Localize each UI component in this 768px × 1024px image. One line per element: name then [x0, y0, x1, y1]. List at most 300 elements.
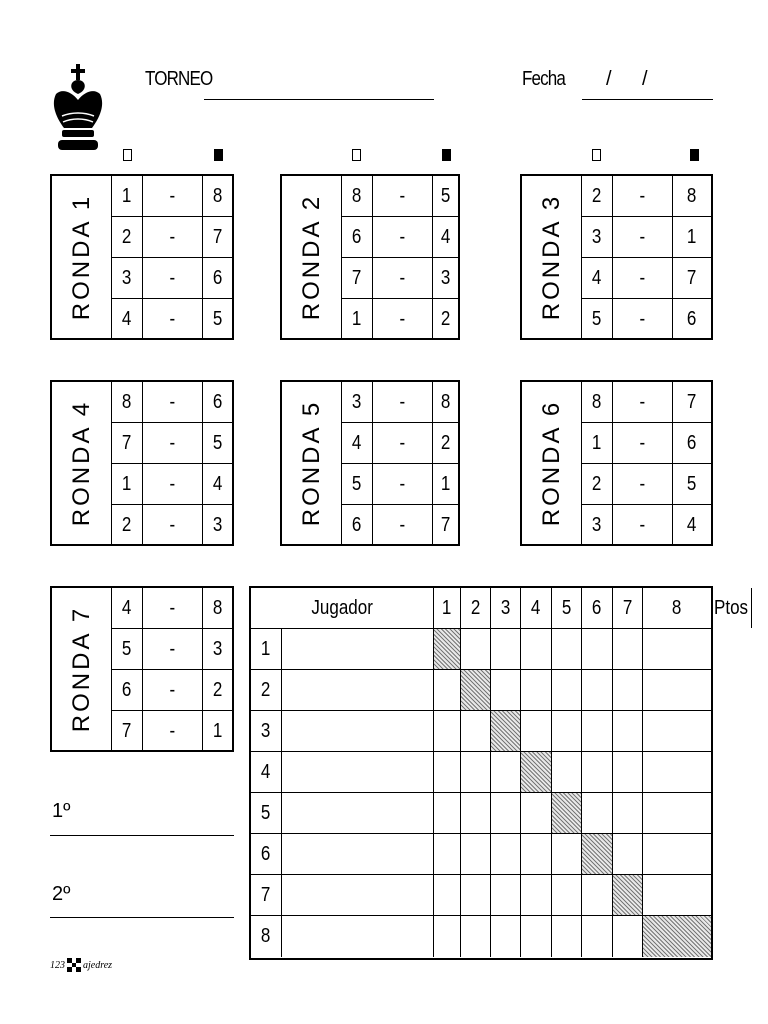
result-cell[interactable] — [143, 217, 203, 257]
first-place-label: 1º — [52, 800, 71, 822]
result-cell[interactable] — [143, 464, 203, 504]
result-cell[interactable] — [521, 793, 552, 833]
player-number-cell — [251, 875, 282, 915]
result-cell[interactable] — [373, 464, 433, 504]
pairing-row — [582, 176, 711, 217]
white-player-number: 1 — [122, 184, 132, 207]
result-dash: - — [169, 225, 176, 248]
white-player-cell — [582, 382, 613, 422]
white-player-cell — [342, 217, 373, 257]
white-player-cell — [112, 464, 143, 504]
result-dash: - — [639, 308, 646, 330]
result-cell[interactable] — [373, 382, 433, 422]
result-cell[interactable] — [521, 711, 552, 751]
opponent-header — [461, 588, 491, 628]
white-player-cell — [582, 217, 613, 257]
black-player-cell — [433, 423, 458, 463]
second-place-input-line[interactable] — [50, 917, 234, 918]
result-cell[interactable] — [143, 423, 203, 463]
player-number-cell — [251, 711, 282, 751]
black-square-icon — [442, 149, 451, 161]
player-name-cell[interactable] — [282, 670, 434, 710]
black-player-cell — [673, 423, 711, 463]
white-player-number: 2 — [122, 225, 132, 248]
player-number-cell-text: 6 — [261, 842, 271, 865]
black-player-cell — [203, 258, 232, 298]
player-number-cell — [251, 793, 282, 833]
result-cell[interactable] — [613, 793, 643, 833]
pairing-row — [112, 382, 232, 423]
date-separator: / — [606, 68, 612, 90]
player-number-cell — [251, 916, 282, 957]
white-player-cell — [342, 423, 373, 463]
result-cell[interactable] — [521, 629, 552, 669]
pairing-row — [582, 299, 711, 340]
result-dash: - — [169, 678, 176, 701]
round-title-cell — [52, 176, 112, 338]
second-place-label: 2º — [52, 883, 71, 905]
black-player-number: 6 — [212, 266, 223, 289]
result-cell[interactable] — [143, 382, 203, 422]
round-table-5 — [280, 380, 460, 546]
self-match-shaded-cell — [461, 670, 491, 710]
result-cell[interactable] — [613, 423, 673, 463]
white-player-number: 2 — [122, 514, 132, 536]
result-cell[interactable] — [491, 752, 521, 792]
white-player-cell — [342, 505, 373, 546]
result-cell[interactable] — [613, 217, 673, 257]
result-cell[interactable] — [373, 176, 433, 216]
white-player-number: 3 — [592, 514, 602, 536]
white-player-number: 5 — [592, 308, 602, 330]
points-cell[interactable] — [711, 711, 712, 751]
result-cell[interactable] — [582, 916, 613, 957]
white-player-cell — [342, 299, 373, 340]
white-player-cell — [342, 464, 373, 504]
standings-row — [251, 875, 711, 916]
torneo-input-line[interactable] — [204, 99, 434, 100]
result-cell[interactable] — [552, 711, 582, 751]
white-player-number: 2 — [592, 184, 602, 207]
black-player-cell — [203, 670, 232, 710]
result-cell[interactable] — [582, 670, 613, 710]
result-cell[interactable] — [461, 916, 491, 957]
result-cell[interactable] — [643, 875, 711, 915]
footer-brand: ajedrez — [83, 959, 113, 971]
round-table-6 — [520, 380, 713, 546]
player-name-cell[interactable] — [282, 793, 434, 833]
black-player-cell — [203, 505, 232, 546]
opponent-header — [582, 588, 613, 628]
player-number-cell-text: 3 — [261, 719, 271, 742]
black-player-cell — [673, 464, 711, 504]
result-cell[interactable] — [461, 793, 491, 833]
black-player-cell — [203, 176, 232, 216]
white-player-cell — [112, 423, 143, 463]
black-player-cell — [673, 505, 711, 546]
pairing-row — [342, 464, 458, 505]
result-cell[interactable] — [143, 176, 203, 216]
pairing-row — [342, 299, 458, 340]
result-cell[interactable] — [552, 916, 582, 957]
white-player-cell — [582, 423, 613, 463]
result-dash: - — [169, 637, 176, 660]
result-cell[interactable] — [613, 505, 673, 546]
opponent-header-text: 4 — [531, 596, 541, 619]
white-player-number: 3 — [352, 390, 362, 413]
result-dash: - — [169, 184, 176, 207]
result-cell[interactable] — [373, 258, 433, 298]
fecha-input-line[interactable] — [582, 99, 713, 100]
result-cell[interactable] — [143, 258, 203, 298]
player-number-cell-text: 8 — [261, 925, 271, 947]
black-player-cell — [203, 423, 232, 463]
result-cell[interactable] — [373, 299, 433, 340]
black-player-number: 8 — [212, 596, 223, 619]
pairing-row — [112, 423, 232, 464]
white-player-cell — [112, 505, 143, 546]
pairing-row — [582, 464, 711, 505]
opponent-header-text: 5 — [561, 596, 572, 619]
points-cell[interactable] — [711, 670, 712, 710]
black-player-number: 4 — [212, 472, 223, 495]
points-cell[interactable] — [711, 629, 712, 669]
white-player-cell — [582, 464, 613, 504]
round-title-cell — [282, 382, 342, 544]
result-dash: - — [399, 308, 406, 330]
opponent-header — [434, 588, 461, 628]
result-cell[interactable] — [491, 875, 521, 915]
player-number-cell-text: 1 — [261, 637, 271, 660]
result-dash: - — [639, 184, 646, 207]
black-player-cell — [673, 217, 711, 257]
white-player-number: 8 — [352, 184, 362, 207]
white-player-number: 1 — [352, 308, 362, 330]
pairing-row — [582, 258, 711, 299]
black-player-number: 3 — [440, 266, 451, 289]
white-player-cell — [112, 711, 143, 752]
opponent-header-text: 8 — [672, 596, 682, 619]
black-player-cell — [433, 505, 458, 546]
result-dash: - — [169, 266, 176, 289]
result-cell[interactable] — [521, 916, 552, 957]
points-header-text: Ptos — [714, 596, 749, 619]
result-cell[interactable] — [434, 793, 461, 833]
pairing-row — [342, 382, 458, 423]
white-player-cell — [112, 176, 143, 216]
white-player-cell — [582, 505, 613, 546]
result-cell[interactable] — [434, 834, 461, 874]
black-player-number: 6 — [687, 431, 697, 454]
black-player-number: 3 — [212, 637, 223, 660]
result-dash: - — [639, 266, 646, 289]
result-cell[interactable] — [613, 670, 643, 710]
result-dash: - — [169, 308, 176, 330]
result-dash: - — [639, 431, 646, 454]
black-player-cell — [203, 464, 232, 504]
white-square-icon — [592, 149, 601, 161]
result-cell[interactable] — [434, 752, 461, 792]
result-cell[interactable] — [521, 834, 552, 874]
black-player-number: 7 — [687, 266, 697, 289]
black-player-cell — [203, 711, 232, 752]
result-cell[interactable] — [643, 629, 711, 669]
result-cell[interactable] — [434, 916, 461, 957]
result-cell[interactable] — [582, 711, 613, 751]
pairing-row — [112, 588, 232, 629]
result-cell[interactable] — [143, 629, 203, 669]
white-player-number: 8 — [122, 390, 132, 413]
white-player-cell — [582, 258, 613, 298]
opponent-header-text: 7 — [622, 596, 633, 619]
result-dash: - — [169, 720, 176, 742]
result-cell[interactable] — [491, 916, 521, 957]
round-table-1 — [50, 174, 234, 340]
black-player-cell — [433, 382, 458, 422]
result-dash: - — [639, 514, 646, 536]
result-cell[interactable] — [143, 711, 203, 752]
player-number-cell — [251, 629, 282, 669]
points-cell[interactable] — [711, 834, 712, 874]
black-square-icon — [214, 149, 223, 161]
result-cell[interactable] — [552, 752, 582, 792]
result-cell[interactable] — [434, 875, 461, 915]
black-player-number: 5 — [212, 431, 223, 454]
white-player-number: 7 — [122, 720, 132, 742]
self-match-shaded-cell — [582, 834, 613, 874]
checkerboard-icon — [67, 958, 81, 972]
round-table-7 — [50, 586, 234, 752]
white-player-number: 3 — [122, 266, 132, 289]
self-match-shaded-cell — [643, 916, 711, 957]
result-cell[interactable] — [461, 711, 491, 751]
result-cell[interactable] — [491, 629, 521, 669]
white-player-cell — [342, 176, 373, 216]
pairing-row — [582, 382, 711, 423]
result-cell[interactable] — [582, 629, 613, 669]
result-cell[interactable] — [643, 793, 711, 833]
player-number-cell — [251, 834, 282, 874]
result-cell[interactable] — [643, 670, 711, 710]
round-title: RONDA 5 — [297, 399, 325, 527]
result-cell[interactable] — [613, 711, 643, 751]
player-name-cell[interactable] — [282, 916, 434, 957]
black-player-number: 5 — [687, 472, 697, 495]
round-title: RONDA 6 — [537, 399, 565, 527]
result-cell[interactable] — [143, 505, 203, 546]
black-player-number: 8 — [687, 184, 697, 207]
result-dash: - — [399, 472, 406, 495]
black-player-number: 2 — [440, 431, 451, 454]
result-cell[interactable] — [521, 875, 552, 915]
result-cell[interactable] — [373, 505, 433, 546]
result-dash: - — [169, 472, 176, 495]
black-player-number: 2 — [212, 678, 223, 701]
opponent-header — [643, 588, 711, 628]
pairing-row — [112, 711, 232, 752]
player-header-text: Jugador — [311, 596, 373, 619]
black-player-cell — [203, 588, 232, 628]
self-match-shaded-cell — [613, 875, 643, 915]
pairing-row — [342, 258, 458, 299]
self-match-shaded-cell — [491, 711, 521, 751]
pairing-row — [582, 217, 711, 258]
standings-row — [251, 711, 711, 752]
round-table-3 — [520, 174, 713, 340]
player-name-cell[interactable] — [282, 875, 434, 915]
player-name-cell[interactable] — [282, 834, 434, 874]
white-player-cell — [112, 629, 143, 669]
player-name-cell[interactable] — [282, 711, 434, 751]
black-player-number: 5 — [212, 308, 223, 330]
player-number-cell — [251, 670, 282, 710]
pairing-row — [112, 464, 232, 505]
white-player-cell — [112, 670, 143, 710]
round-title: RONDA 3 — [537, 193, 565, 321]
black-player-cell — [203, 382, 232, 422]
black-player-number: 2 — [440, 308, 451, 330]
standings-row — [251, 834, 711, 875]
black-player-cell — [433, 176, 458, 216]
white-player-cell — [342, 382, 373, 422]
white-player-cell — [112, 258, 143, 298]
white-player-number: 8 — [592, 390, 602, 413]
chess-king-icon — [52, 64, 104, 154]
white-player-cell — [112, 217, 143, 257]
fecha-label: Fecha — [522, 68, 566, 90]
points-cell[interactable] — [711, 916, 712, 957]
white-player-number: 6 — [122, 678, 132, 701]
result-cell[interactable] — [552, 834, 582, 874]
result-cell[interactable] — [434, 711, 461, 751]
self-match-shaded-cell — [552, 793, 582, 833]
white-player-cell — [582, 176, 613, 216]
black-player-cell — [673, 382, 711, 422]
result-cell[interactable] — [643, 711, 711, 751]
white-player-cell — [112, 299, 143, 340]
round-title: RONDA 7 — [67, 605, 95, 733]
result-cell[interactable] — [491, 793, 521, 833]
result-cell[interactable] — [552, 629, 582, 669]
result-cell[interactable] — [491, 670, 521, 710]
white-square-icon — [123, 149, 132, 161]
white-player-number: 4 — [122, 308, 132, 330]
pairing-row — [582, 505, 711, 546]
result-cell[interactable] — [461, 875, 491, 915]
black-player-number: 7 — [687, 390, 697, 413]
result-cell[interactable] — [552, 670, 582, 710]
result-dash: - — [399, 514, 406, 536]
white-player-number: 3 — [592, 225, 602, 248]
pairing-row — [112, 670, 232, 711]
round-title: RONDA 2 — [297, 193, 325, 321]
pairing-row — [342, 505, 458, 546]
result-cell[interactable] — [461, 752, 491, 792]
black-square-icon — [690, 149, 699, 161]
result-cell[interactable] — [613, 299, 673, 340]
white-player-cell — [112, 382, 143, 422]
result-cell[interactable] — [582, 875, 613, 915]
points-cell[interactable] — [711, 752, 712, 792]
opponent-header-text: 2 — [470, 596, 481, 619]
first-place-input-line[interactable] — [50, 835, 234, 836]
result-cell[interactable] — [613, 382, 673, 422]
result-cell[interactable] — [143, 670, 203, 710]
result-cell[interactable] — [613, 464, 673, 504]
player-number-cell — [251, 752, 282, 792]
player-name-cell[interactable] — [282, 752, 434, 792]
pairing-row — [112, 258, 232, 299]
result-dash: - — [169, 514, 176, 536]
result-cell[interactable] — [143, 588, 203, 628]
black-player-number: 1 — [440, 472, 451, 495]
black-player-cell — [673, 299, 711, 340]
result-cell[interactable] — [521, 670, 552, 710]
pairing-row — [112, 505, 232, 546]
result-cell[interactable] — [613, 834, 643, 874]
result-cell[interactable] — [643, 834, 711, 874]
result-dash: - — [399, 266, 406, 289]
black-player-number: 8 — [440, 390, 451, 413]
standings-row — [251, 793, 711, 834]
result-cell[interactable] — [434, 670, 461, 710]
result-cell[interactable] — [582, 752, 613, 792]
pairing-row — [112, 629, 232, 670]
result-cell[interactable] — [461, 629, 491, 669]
round-title-cell — [52, 588, 112, 750]
torneo-label: TORNEO — [145, 68, 213, 90]
white-player-cell — [342, 258, 373, 298]
black-player-number: 4 — [440, 225, 451, 248]
black-player-number: 6 — [687, 308, 697, 330]
white-player-number: 6 — [352, 225, 362, 248]
points-header — [711, 588, 752, 628]
black-player-number: 1 — [212, 720, 223, 742]
round-title-cell — [52, 382, 112, 544]
points-cell[interactable] — [711, 875, 712, 915]
result-cell[interactable] — [373, 423, 433, 463]
white-player-number: 1 — [122, 472, 132, 495]
player-name-cell[interactable] — [282, 629, 434, 669]
standings-row — [251, 916, 711, 957]
result-cell[interactable] — [613, 176, 673, 216]
opponent-header-text: 1 — [442, 596, 452, 619]
round-title: RONDA 4 — [67, 399, 95, 527]
white-player-number: 2 — [592, 472, 602, 495]
standings-table — [249, 586, 749, 960]
result-cell[interactable] — [373, 217, 433, 257]
result-cell[interactable] — [613, 916, 643, 957]
result-cell[interactable] — [143, 299, 203, 340]
points-cell[interactable] — [711, 793, 712, 833]
result-dash: - — [169, 596, 176, 619]
result-cell[interactable] — [461, 834, 491, 874]
result-cell[interactable] — [613, 752, 643, 792]
black-player-number: 6 — [212, 390, 223, 413]
standings-row — [251, 752, 711, 793]
white-player-number: 7 — [122, 431, 132, 454]
opponent-header — [552, 588, 582, 628]
opponent-header-text: 3 — [500, 596, 511, 619]
white-player-cell — [112, 588, 143, 628]
pairing-row — [582, 423, 711, 464]
result-cell[interactable] — [643, 752, 711, 792]
result-cell[interactable] — [582, 793, 613, 833]
result-cell[interactable] — [552, 875, 582, 915]
result-cell[interactable] — [613, 629, 643, 669]
result-cell[interactable] — [491, 834, 521, 874]
result-cell[interactable] — [613, 258, 673, 298]
